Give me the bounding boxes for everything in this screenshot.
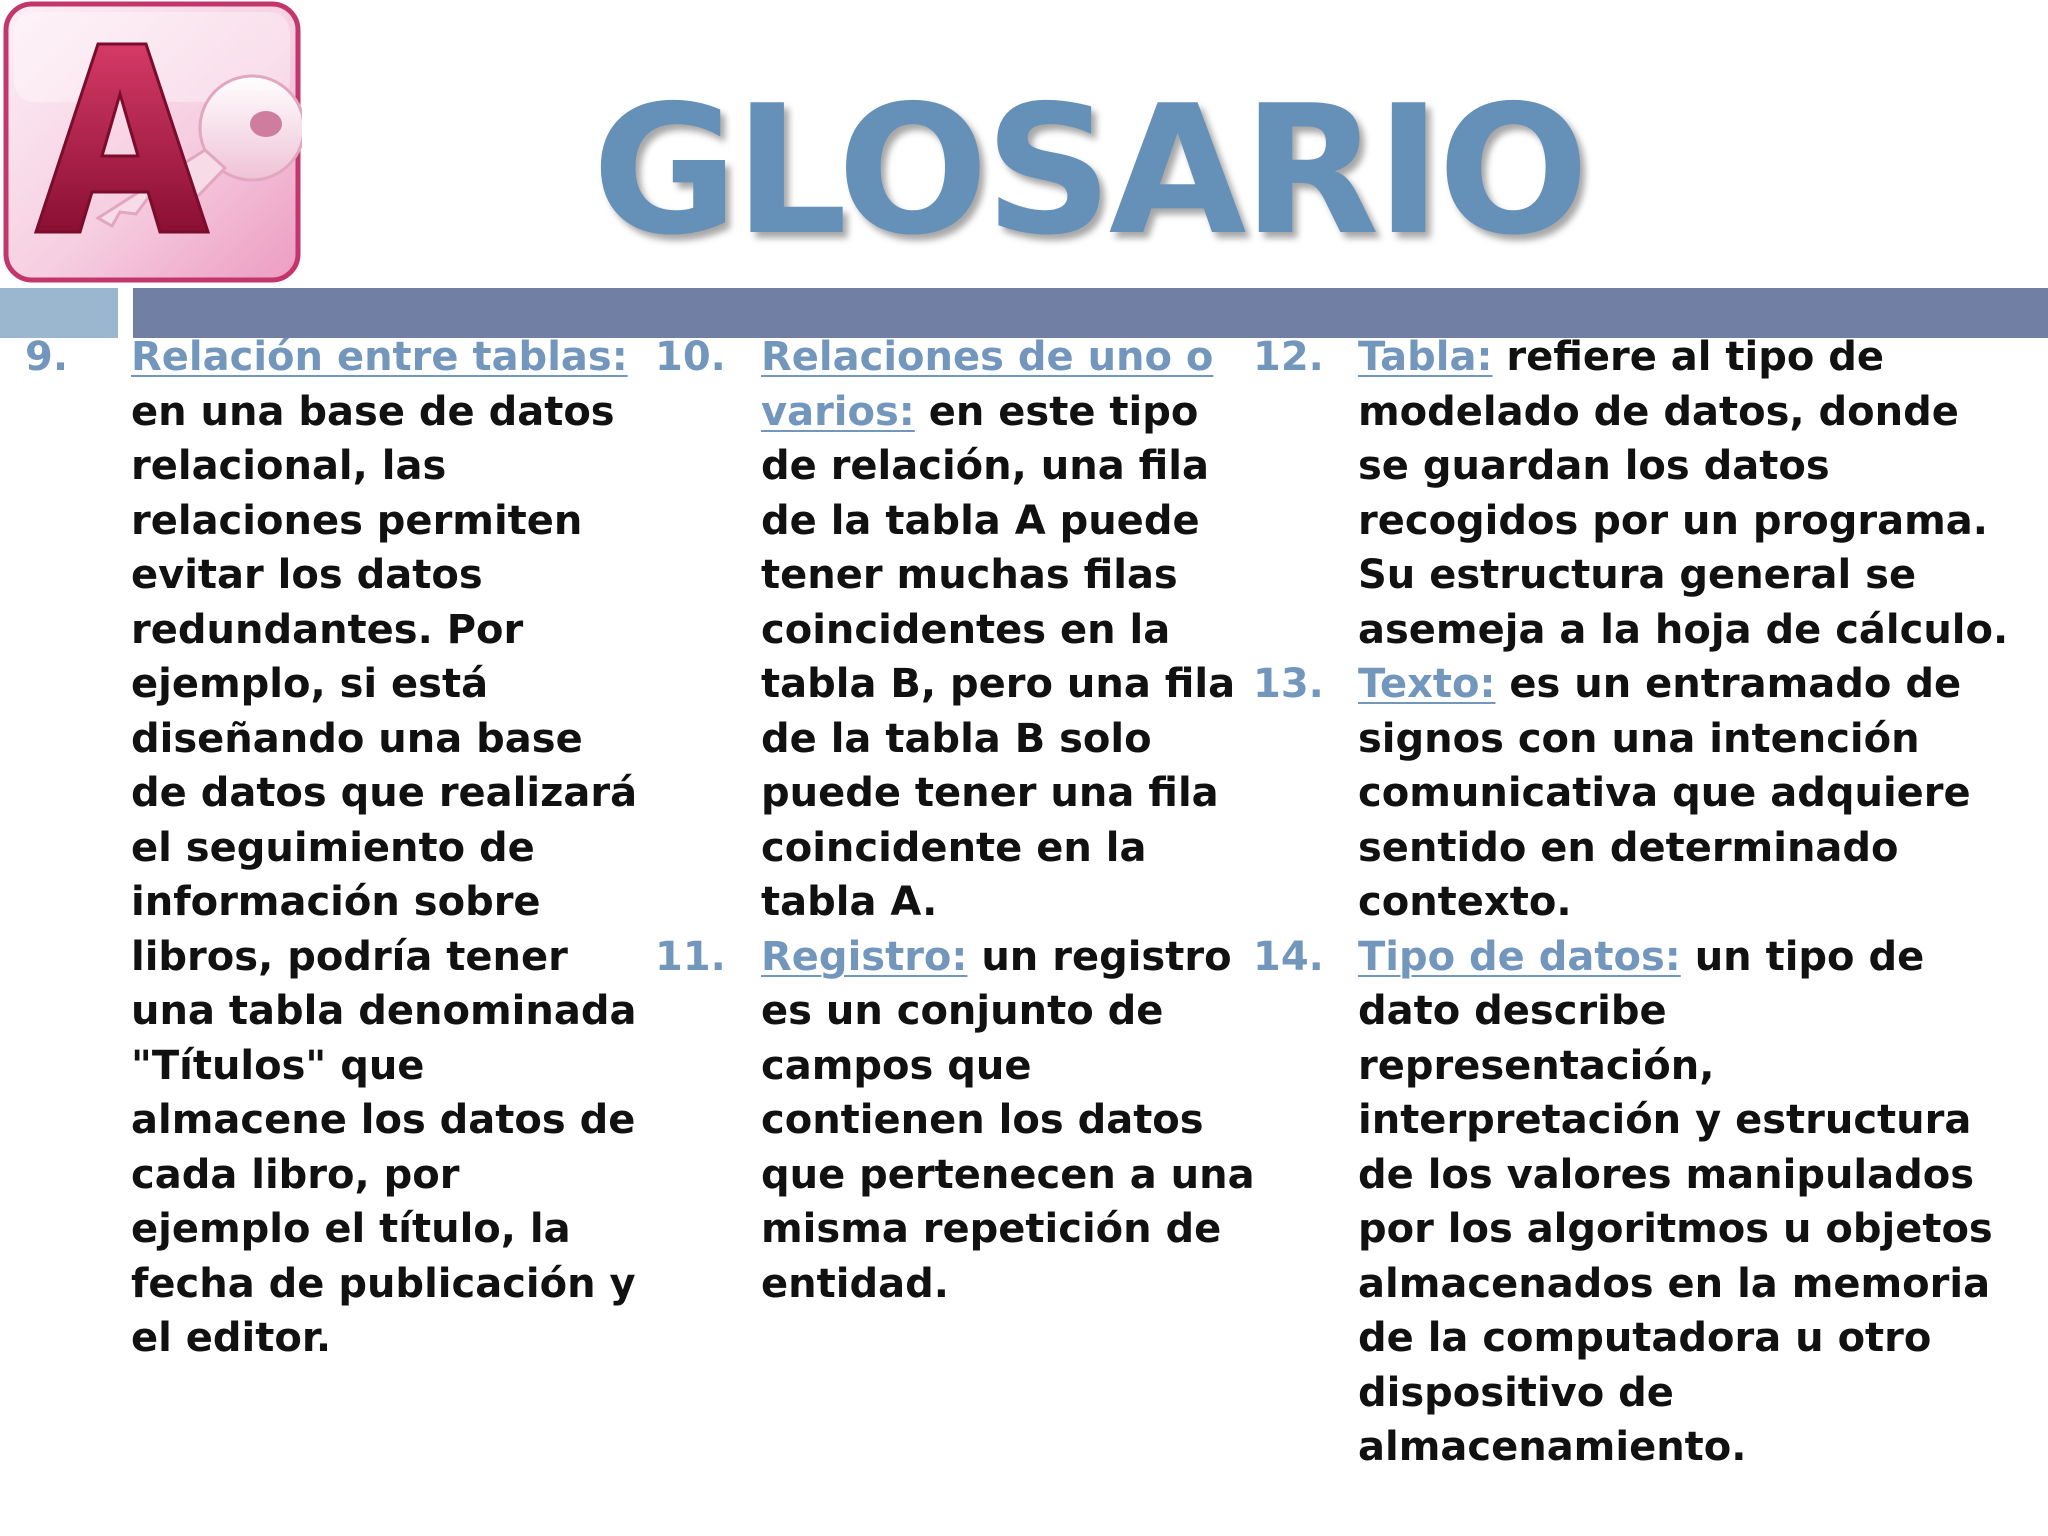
entry-definition: en una base de datos relacional, las relaciones permiten evitar los datos redundantes. Por ejemplo, si está diseñando una base de datos que realizará el seguimiento de información sobre libros, podría tener una tabla denominada "Títulos" que almacene los datos de cada libro, por ejemplo el título, la fecha de publicación y el editor. — [131, 388, 638, 1361]
entry-number: 13. — [1253, 661, 1324, 707]
glossary-entry-9 — [25, 330, 650, 1366]
entry-definition: un tipo de dato describe representación, interpretación y estructura de los valores manipulados por los algoritmos u objetos almacenados en la memoria de la computadora u otro dispositivo de almacenamiento. — [1358, 933, 1993, 1470]
glossary-entry-10 — [655, 330, 1263, 930]
entry-term: Tipo de datos: — [1358, 933, 1681, 980]
glossary-column-1 — [25, 330, 650, 1366]
entry-definition: es un entramado de signos con una intención comunicativa que adquiere sentido en determinado contexto. — [1358, 661, 1971, 925]
glossary-entry-13 — [1253, 657, 2013, 930]
entry-definition: en este tipo de relación, una fila de la tabla A puede tener muchas filas coincidentes en la tabla B, pero una fila de la tabla B solo puede tener una fila coincidente en la tabla A. — [761, 388, 1236, 925]
entry-number: 9. — [25, 334, 69, 380]
entry-number: 12. — [1253, 334, 1324, 380]
entry-term: Relaciones de uno o varios: — [761, 334, 1214, 435]
entry-number: 14. — [1253, 933, 1324, 980]
microsoft-access-icon — [0, 0, 302, 286]
glossary-entry-12 — [1253, 330, 2013, 657]
entry-number: 10. — [655, 334, 726, 380]
glossary-entry-11 — [655, 930, 1263, 1312]
entry-term: Registro: — [761, 933, 968, 980]
entry-term: Relación entre tablas: — [131, 334, 628, 380]
page-title: GLOSARIO — [592, 67, 1586, 274]
entry-term: Tabla: — [1358, 334, 1493, 380]
entry-definition: un registro es un conjunto de campos que contienen los datos que pertenecen a una misma repetición de entidad. — [761, 933, 1255, 1307]
glossary-column-2 — [655, 330, 1263, 1311]
entry-number: 11. — [655, 933, 726, 980]
entry-term: Texto: — [1358, 661, 1496, 707]
glossary-column-3 — [1253, 330, 2013, 1475]
entry-definition: refiere al tipo de modelado de datos, donde se guardan los datos recogidos por un programa. Su estructura general se asemeja a la hoja de cálculo. — [1358, 334, 2009, 653]
glossary-entry-14 — [1253, 930, 2013, 1475]
